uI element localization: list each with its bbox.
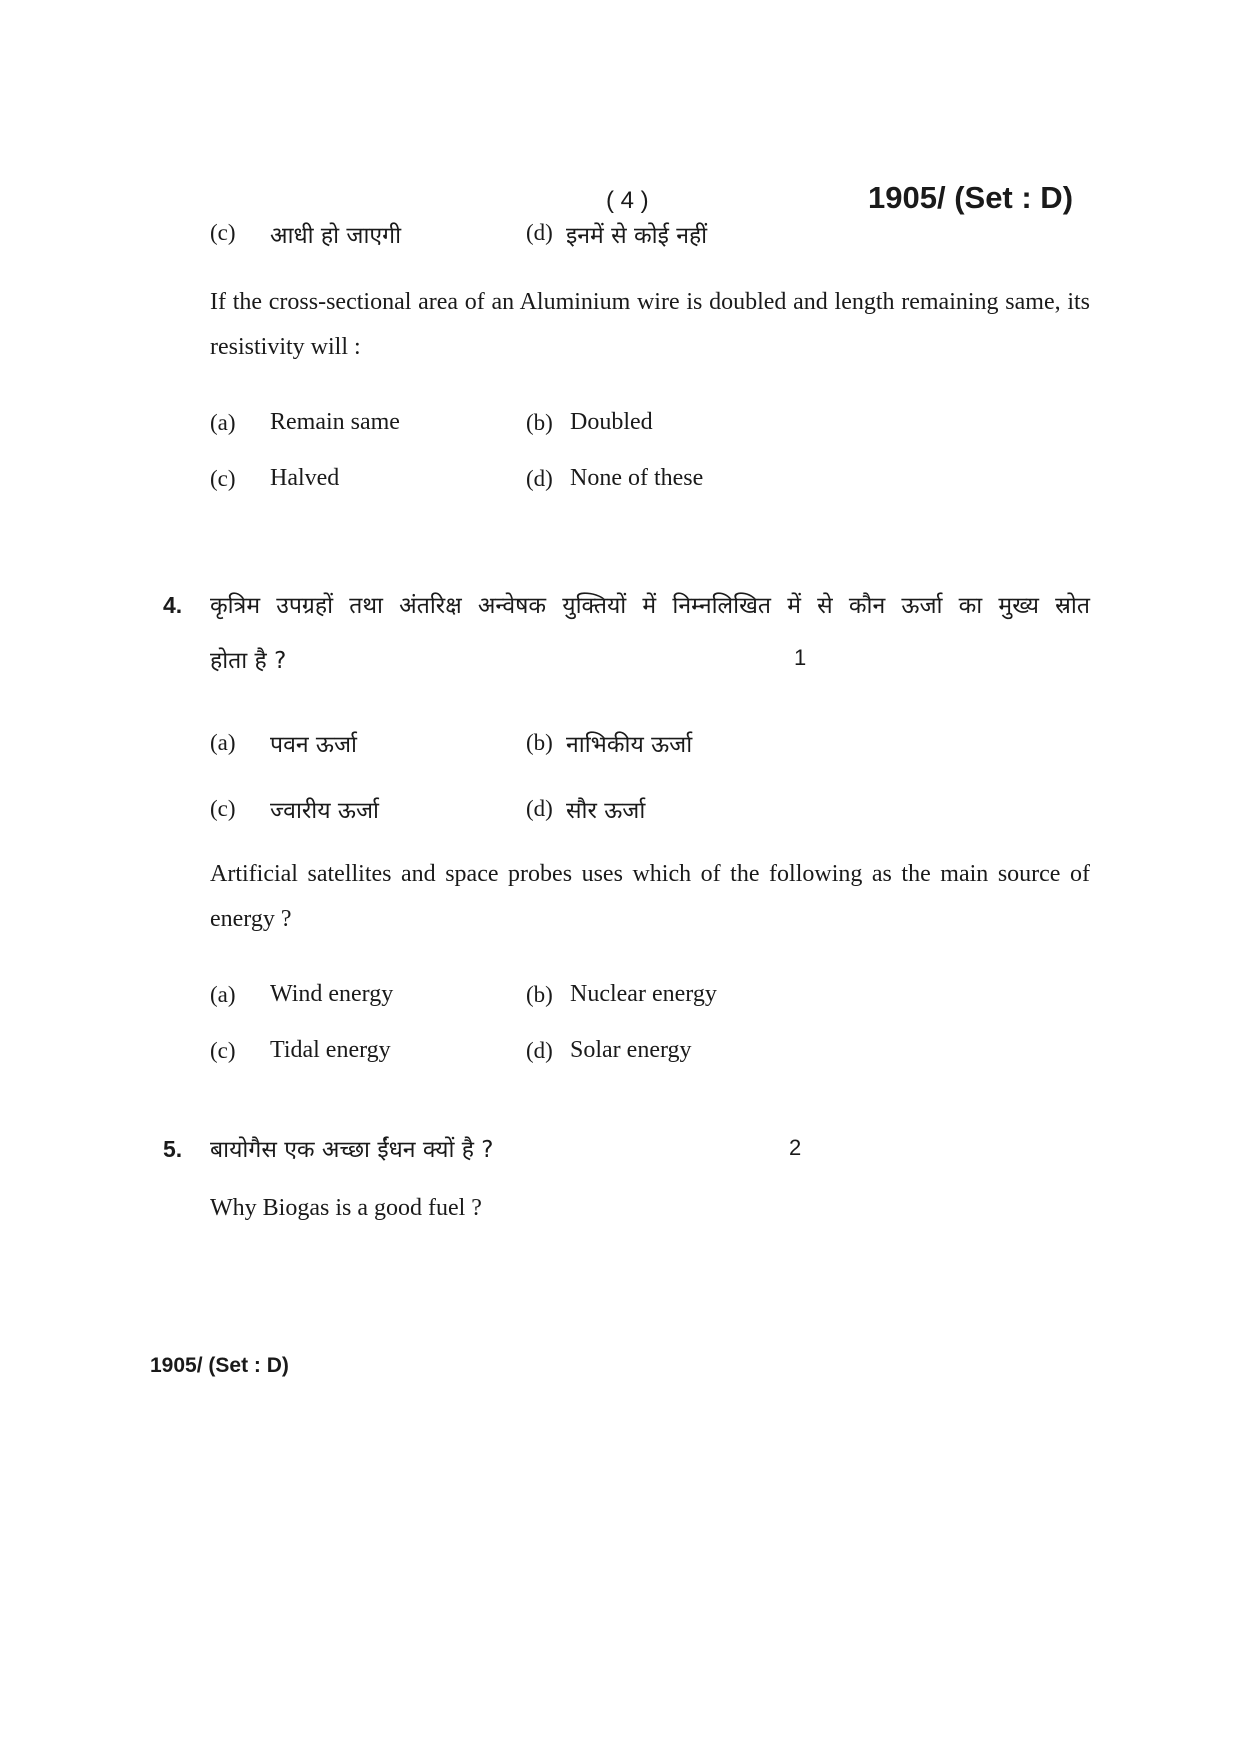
question-text-hindi-line1: कृत्रिम उपग्रहों तथा अंतरिक्ष अन्वेषक युक्तियों में निम्नलिखित में से कौन ऊर्जा का मुख्य स्रोत [210,593,1090,619]
option-letter: (d) [526,1038,553,1063]
question-text-english: If the cross-sectional area of an Aluminium wire is doubled and length remaining same, its resistivity will : [210,289,1090,360]
option-letter: (c) [210,796,236,821]
option-text: Solar energy [570,1037,692,1063]
option-text: Tidal energy [270,1037,391,1063]
option-letter: (c) [210,1038,236,1063]
option-letter: (a) [210,410,236,435]
option-text: सौर ऊर्जा [566,798,646,824]
option-letter: (b) [526,730,553,755]
question-number: 4. [163,592,183,618]
option-text: इनमें से कोई नहीं [566,223,708,249]
question-marks: 1 [794,645,807,670]
option-letter: (a) [210,730,236,755]
question-text-english: Why Biogas is a good fuel ? [210,1195,482,1221]
option-letter: (c) [210,220,236,245]
option-letter: (d) [526,466,553,491]
option-text: Remain same [270,409,400,435]
option-letter: (b) [526,982,553,1007]
option-text: Wind energy [270,981,394,1007]
set-code-header: 1905/ (Set : D) [868,180,1074,215]
option-letter: (c) [210,466,236,491]
option-text: ज्वारीय ऊर्जा [270,798,379,824]
option-text: आधी हो जाएगी [270,223,402,249]
option-letter: (a) [210,982,236,1007]
option-text: पवन ऊर्जा [270,732,358,758]
option-text: Nuclear energy [570,981,717,1007]
option-text: Halved [270,465,340,491]
option-letter: (d) [526,220,553,245]
set-code-footer: 1905/ (Set : D) [150,1354,289,1377]
question-text-hindi-line2: होता है ? [210,648,287,674]
question-text-hindi: बायोगैस एक अच्छा ईंधन क्यों है ? [210,1137,494,1163]
option-letter: (d) [526,796,553,821]
question-marks: 2 [789,1135,802,1160]
option-letter: (b) [526,410,553,435]
option-text: None of these [570,465,704,491]
option-text: Doubled [570,409,653,435]
page-number: ( 4 ) [606,187,649,214]
question-number: 5. [163,1136,183,1162]
question-text-english: Artificial satellites and space probes uses which of the following as the main source of energy ? [210,861,1090,932]
option-text: नाभिकीय ऊर्जा [566,732,693,758]
